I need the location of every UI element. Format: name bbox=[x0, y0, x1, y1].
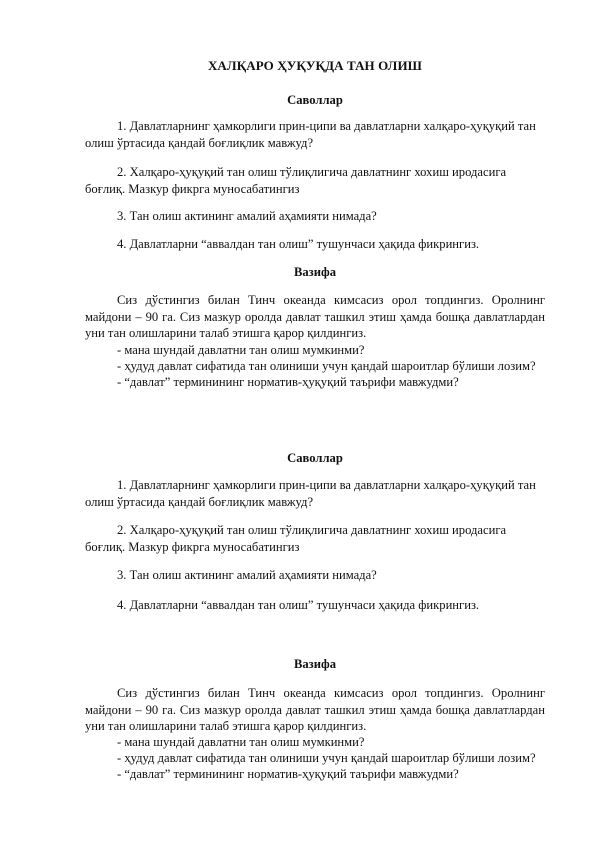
question-2-3: 3. Тан олиш актининг амалий аҳамияти нимада? bbox=[117, 568, 377, 582]
questions-heading-1: Саволлар bbox=[287, 93, 343, 107]
task-bullet-1-1: - мана шундай давлатни тан олиш мумкинми? bbox=[117, 343, 365, 357]
question-2-4: 4. Давлатларни “аввалдан тан олиш” тушунчаси ҳақида фикрингиз. bbox=[117, 598, 480, 612]
question-1-1: 1. Давлатларнинг ҳамкорлиги прин-ципи ва давлатларни халқаро-ҳуқуқий тан олиш ўртасида қандай боғлиқлик мавжуд? bbox=[85, 119, 536, 150]
question-1-4: 4. Давлатларни “аввалдан тан олиш” тушунчаси ҳақида фикрингиз. bbox=[117, 237, 480, 251]
questions-heading-2: Саволлар bbox=[287, 451, 343, 465]
task-bullet-1-2: - ҳудуд давлат сифатида тан олиниши учун қандай шароитлар бўлиши лозим? bbox=[117, 359, 536, 373]
question-1-3: 3. Тан олиш актининг амалий аҳамияти нимада? bbox=[117, 209, 377, 223]
task-bullet-2-3: - “давлат” терминининг норматив-ҳуқуқий таърифи мавжудми? bbox=[117, 767, 459, 781]
document-title: ХАЛҚАРО ҲУҚУҚДА ТАН ОЛИШ bbox=[207, 58, 423, 73]
task-bullet-1-3: - “давлат” терминининг норматив-ҳуқуқий таърифи мавжудми? bbox=[117, 375, 459, 389]
task-bullet-2-2: - ҳудуд давлат сифатида тан олиниши учун қандай шароитлар бўлиши лозим? bbox=[117, 751, 536, 765]
task-text-2: Сиз дўстингиз билан Тинч океанда кимсасиз орол топдингиз. Оролнинг майдони – 90 га. Сиз мазкур оролда давлат ташкил этиш ҳамда бошқа давлатлардан уни тан олишларини талаб этишга қарор қилдингиз. bbox=[85, 686, 545, 733]
task-bullet-2-1: - мана шундай давлатни тан олиш мумкинми? bbox=[117, 735, 365, 749]
task-heading-1: Вазифа bbox=[293, 265, 337, 279]
question-2-1: 1. Давлатларнинг ҳамкорлиги прин-ципи ва давлатларни халқаро-ҳуқуқий тан олиш ўртасида қандай боғлиқлик мавжуд? bbox=[85, 478, 536, 509]
task-text-1: Сиз дўстингиз билан Тинч океанда кимсасиз орол топдингиз. Оролнинг майдони – 90 га. Сиз мазкур оролда давлат ташкил этиш ҳамда бошқа давлатлардан уни тан олишларини талаб этишга қарор қилдингиз. bbox=[85, 293, 545, 340]
question-1-2: 2. Халқаро-ҳуқуқий тан олиш тўлиқлигича давлатнинг хохиш иродасига боғлиқ. Мазкур фикрга муносабатингиз bbox=[85, 165, 507, 196]
task-heading-2: Вазифа bbox=[293, 657, 337, 671]
question-2-2: 2. Халқаро-ҳуқуқий тан олиш тўлиқлигича давлатнинг хохиш иродасига боғлиқ. Мазкур фикрга муносабатингиз bbox=[85, 523, 507, 554]
